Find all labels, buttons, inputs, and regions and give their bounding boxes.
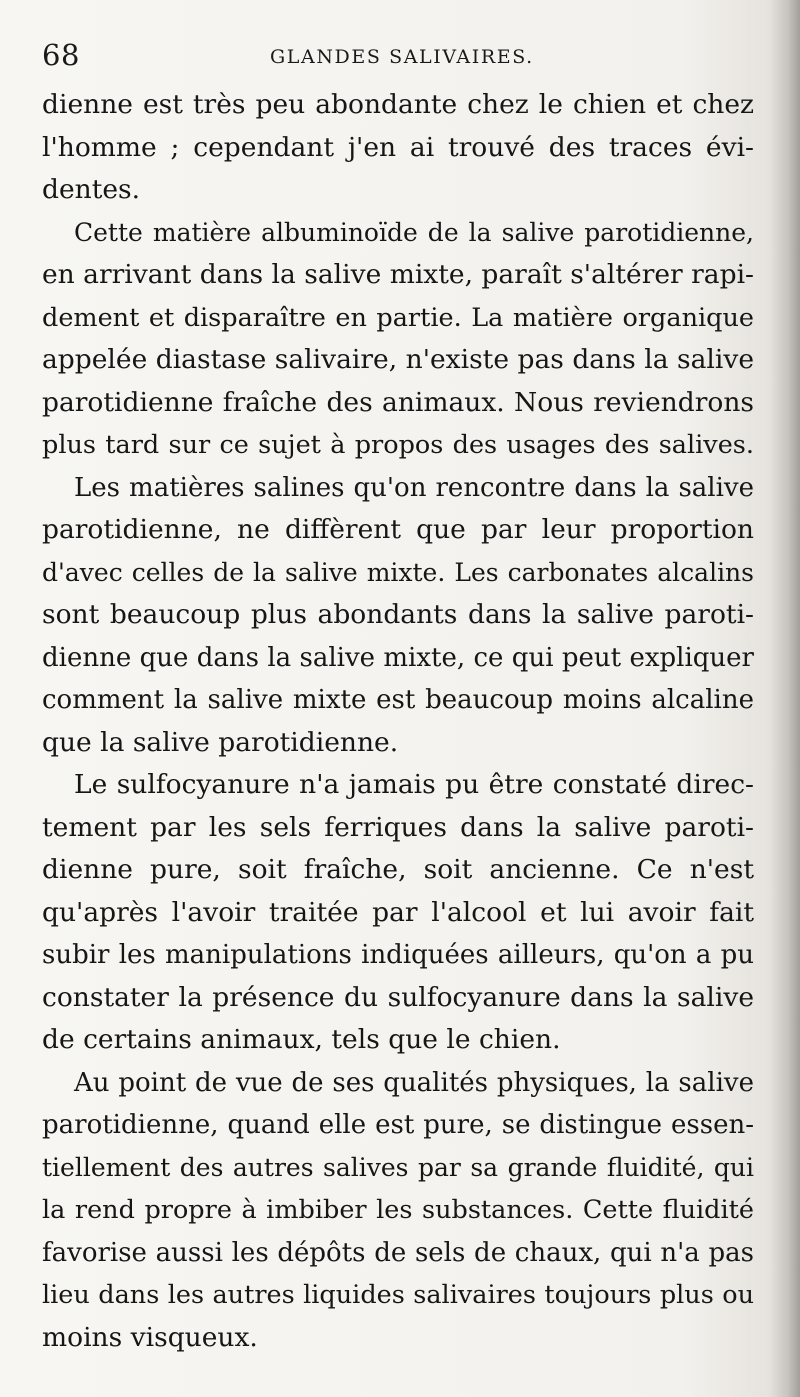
text-line: parotidienne, ne diffèrent que par leur proportion — [42, 514, 754, 545]
text-line: parotidienne fraîche des animaux. Nous reviendrons — [42, 386, 754, 418]
text-line: tement par les sels ferriques dans la salive paroti- — [42, 811, 754, 843]
text-line: plus tard sur ce sujet à propos des usages des salives. — [42, 430, 754, 460]
body-text — [42, 84, 754, 1359]
text-line: la rend propre à imbiber les substances. Cette fluidité — [42, 1195, 754, 1225]
text-line: de certains animaux, tels que le chien. — [42, 1024, 561, 1055]
text-line: subir les manipulations indiquées ailleurs, qu'on a pu — [42, 940, 754, 970]
paragraph — [42, 1062, 754, 1360]
page-number: 68 — [42, 38, 80, 72]
text-line: dentes. — [42, 174, 141, 205]
text-line: lieu dans les autres liquides salivaires toujours plus ou — [42, 1280, 754, 1310]
text-line: favorise aussi les dépôts de sels de chaux, qui n'a pas — [42, 1237, 754, 1268]
text-line: tiellement des autres salives par sa grande fluidité, qui — [42, 1152, 754, 1182]
text-line: dienne pure, soit fraîche, soit ancienne. Ce n'est — [42, 854, 754, 885]
page-edge-shadow — [770, 0, 800, 1397]
text-line: Le sulfocyanure n'a jamais pu être constaté direc- — [74, 769, 754, 800]
text-line: que la salive parotidienne. — [42, 726, 399, 758]
text-line: qu'après l'avoir traitée par l'alcool et lui avoir fait — [42, 896, 754, 928]
paragraph — [42, 212, 754, 467]
text-line: appelée diastase salivaire, n'existe pas dans la salive — [42, 344, 754, 375]
text-line: sont beaucoup plus abondants dans la salive paroti- — [42, 599, 754, 630]
text-line: Cette matière albuminoïde de la salive parotidienne, — [74, 217, 754, 247]
text-line: moins visqueux. — [42, 1321, 258, 1353]
page-header — [42, 38, 762, 78]
text-line: l'homme ; cependant j'en ai trouvé des traces évi- — [42, 131, 754, 163]
text-line: parotidienne, quand elle est pure, se distingue essen- — [42, 1110, 754, 1140]
text-line: constater la présence du sulfocyanure dans la salive — [42, 981, 754, 1013]
text-line: dienne est très peu abondante chez le chien et chez — [42, 89, 754, 120]
paragraph — [42, 467, 754, 765]
text-line: Au point de vue de ses qualités physiques, la salive — [74, 1067, 754, 1098]
running-head: GLANDES SALIVAIRES. — [270, 46, 534, 68]
text-line: en arrivant dans la salive mixte, paraît s'altérer rapi- — [42, 259, 754, 290]
text-line: comment la salive mixte est beaucoup moins alcaline — [42, 685, 754, 715]
paragraph — [42, 84, 754, 212]
text-line: d'avec celles de la salive mixte. Les carbonates alcalins — [42, 557, 754, 587]
paragraph — [42, 764, 754, 1062]
text-line: dienne que dans la salive mixte, ce qui peut expliquer — [42, 642, 754, 673]
text-line: dement et disparaître en partie. La matière organique — [42, 302, 754, 333]
text-line: Les matières salines qu'on rencontre dans la salive — [74, 472, 754, 503]
